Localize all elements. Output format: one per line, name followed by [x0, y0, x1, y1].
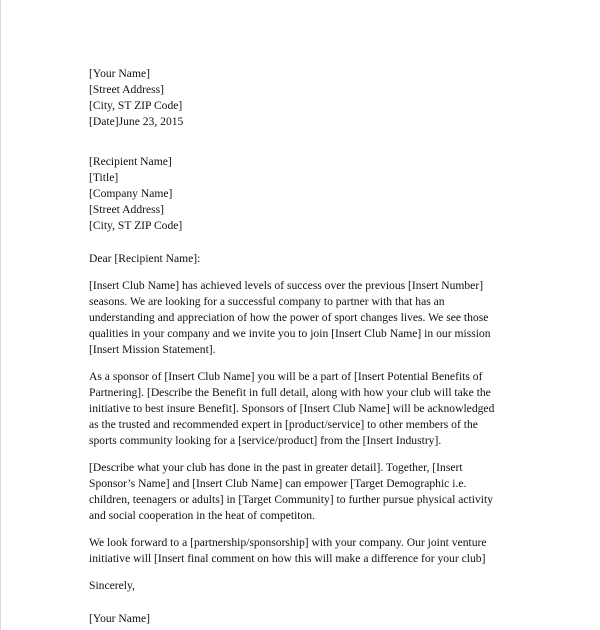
paragraph-3 — [89, 460, 529, 524]
paragraph-4 — [89, 535, 529, 567]
paragraph-line: qualities in your company and we invite you to join [Insert Club Name] in our mission — [89, 327, 491, 340]
paragraph-line: initiative to best insure Benefit]. Sponsors of [Insert Club Name] will be acknowledged — [89, 402, 495, 415]
paragraph-2 — [89, 369, 529, 449]
paragraph-line: [Insert Mission Statement]. — [89, 343, 216, 356]
spacer — [89, 130, 529, 154]
paragraph-line: sports community looking for a [service/product] from the [Insert Industry]. — [89, 434, 442, 447]
paragraph-line: [Describe what your club has done in the past in greater detail]. Together, [Insert — [89, 461, 463, 474]
paragraph-line: and social cooperation in the heat of competiton. — [89, 509, 316, 522]
spacer — [89, 594, 529, 611]
paragraph-1 — [89, 278, 529, 358]
recipient-city: [City, ST ZIP Code] — [89, 219, 183, 232]
recipient-company: [Company Name] — [89, 187, 173, 200]
paragraph-line: children, teenagers or adults] in [Target Community] to further pursue physical activity — [89, 493, 493, 506]
spacer — [89, 358, 529, 369]
paragraph-line: We look forward to a [partnership/sponsorship] with your company. Our joint venture — [89, 536, 487, 549]
sender-street: [Street Address] — [89, 83, 165, 96]
spacer — [89, 234, 529, 251]
paragraph-line: initiative will [Insert final comment on how this will make a difference for your club] — [89, 552, 486, 565]
sender-date: [Date]June 23, 2015 — [89, 115, 184, 128]
sender-name: [Your Name] — [89, 67, 150, 80]
closing: Sincerely, — [89, 579, 135, 592]
sender-address — [89, 66, 529, 130]
sender-city: [City, ST ZIP Code] — [89, 99, 183, 112]
paragraph-line: Partnering]. [Describe the Benefit in full detail, along with how your club will take the — [89, 386, 491, 399]
paragraph-line: seasons. We are looking for a successful company to partner with that has an — [89, 295, 445, 308]
signature: [Your Name] — [89, 612, 150, 625]
recipient-name: [Recipient Name] — [89, 155, 172, 168]
salutation: Dear [Recipient Name]: — [89, 252, 201, 265]
spacer — [89, 267, 529, 278]
paragraph-line: Sponsor’s Name] and [Insert Club Name] can empower [Target Demographic i.e. — [89, 477, 467, 490]
letter-body — [89, 66, 529, 627]
recipient-street: [Street Address] — [89, 203, 165, 216]
paragraph-line: [Insert Club Name] has achieved levels of success over the previous [Insert Number] — [89, 279, 484, 292]
paragraph-line: understanding and appreciation of how the power of sport changes lives. We see those — [89, 311, 489, 324]
paragraph-line: as the trusted and recommended expert in [product/service] to other members of the — [89, 418, 478, 431]
spacer — [89, 567, 529, 578]
recipient-address — [89, 154, 529, 234]
spacer — [89, 524, 529, 535]
recipient-title: [Title] — [89, 171, 119, 184]
paragraph-line: As a sponsor of [Insert Club Name] you will be a part of [Insert Potential Benefits of — [89, 370, 483, 383]
spacer — [89, 449, 529, 460]
